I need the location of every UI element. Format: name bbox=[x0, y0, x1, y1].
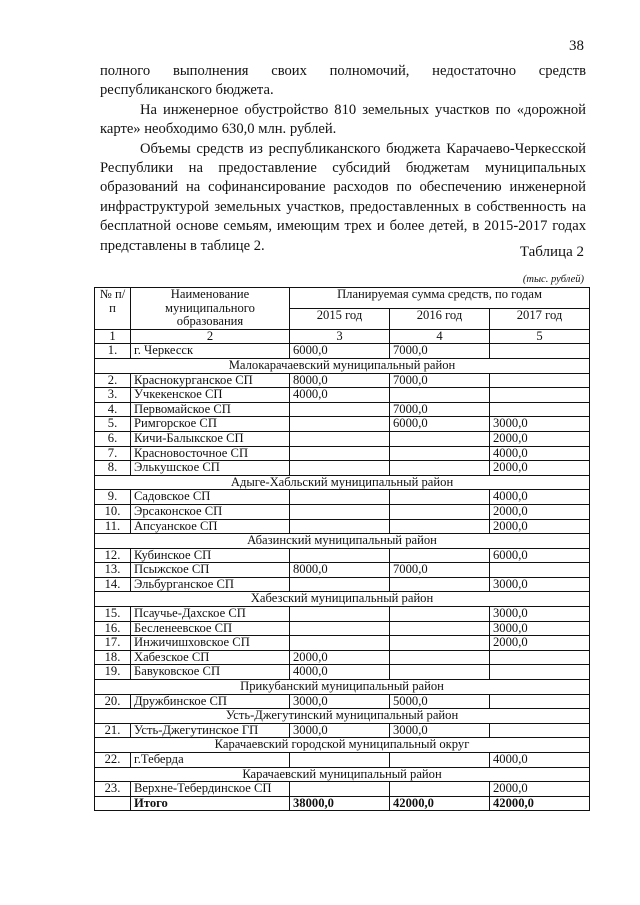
region-row bbox=[95, 475, 590, 490]
municipality-name: Эльбурганское СП bbox=[131, 577, 290, 592]
region-title: Карачаевский городской муниципальный округ bbox=[95, 738, 590, 753]
paragraph-1: полного выполнения своих полномочий, недостаточно средств республиканского бюджета. bbox=[100, 63, 586, 99]
value-2016: 42000,0 bbox=[390, 796, 490, 811]
value-2015: 8000,0 bbox=[290, 373, 390, 388]
table-row bbox=[95, 563, 590, 578]
row-number: 2. bbox=[95, 373, 131, 388]
value-2016: 7000,0 bbox=[390, 344, 490, 359]
municipality-name: Элькушское СП bbox=[131, 461, 290, 476]
value-2015 bbox=[290, 753, 390, 768]
total-row bbox=[95, 796, 590, 811]
row-number: 3. bbox=[95, 388, 131, 403]
header-name: Наименование муниципального образования bbox=[131, 288, 290, 330]
municipality-name: Дружбинское СП bbox=[131, 694, 290, 709]
row-number: 4. bbox=[95, 402, 131, 417]
value-2016 bbox=[390, 519, 490, 534]
header-2016: 2016 год bbox=[390, 308, 490, 329]
region-title: Малокарачаевский муниципальный район bbox=[95, 358, 590, 373]
region-row bbox=[95, 358, 590, 373]
value-2015 bbox=[290, 782, 390, 797]
table-row bbox=[95, 621, 590, 636]
value-2016 bbox=[390, 504, 490, 519]
paragraph-3: Объемы средств из республиканского бюджета Карачаево-Черкесской Республики на предоставление субсидий бюджетам муниципальных образований на софинансирование расходов по обеспечению инженерной инфраструктурой земельных участков, предоставленных в собственность на бесплатной основе семьям, имеющим трех и более детей, в 2015-2017 годах представлены в таблице 2. bbox=[100, 140, 586, 254]
value-2017: 6000,0 bbox=[490, 548, 590, 563]
table-row bbox=[95, 388, 590, 403]
table-row bbox=[95, 373, 590, 388]
value-2016: 6000,0 bbox=[390, 417, 490, 432]
table-caption: Таблица 2 bbox=[519, 244, 584, 260]
value-2016 bbox=[390, 461, 490, 476]
region-row bbox=[95, 767, 590, 782]
municipality-name: Эрсаконское СП bbox=[131, 504, 290, 519]
value-2017 bbox=[490, 388, 590, 403]
value-2015 bbox=[290, 548, 390, 563]
value-2017: 3000,0 bbox=[490, 417, 590, 432]
region-row bbox=[95, 738, 590, 753]
value-2017 bbox=[490, 402, 590, 417]
region-title: Адыге-Хабльский муниципальный район bbox=[95, 475, 590, 490]
value-2016 bbox=[390, 388, 490, 403]
header-planned: Планируемая сумма средств, по годам bbox=[290, 288, 590, 309]
table-row bbox=[95, 504, 590, 519]
header-2015: 2015 год bbox=[290, 308, 390, 329]
row-number: 12. bbox=[95, 548, 131, 563]
value-2015: 8000,0 bbox=[290, 563, 390, 578]
value-2017 bbox=[490, 665, 590, 680]
row-number: 9. bbox=[95, 490, 131, 505]
municipality-name: Псаучье-Дахское СП bbox=[131, 607, 290, 622]
value-2015 bbox=[290, 577, 390, 592]
value-2016 bbox=[390, 577, 490, 592]
value-2015 bbox=[290, 431, 390, 446]
table-row bbox=[95, 431, 590, 446]
value-2015: 3000,0 bbox=[290, 723, 390, 738]
value-2017: 4000,0 bbox=[490, 490, 590, 505]
municipality-name: г. Черкесск bbox=[131, 344, 290, 359]
municipality-name: г.Теберда bbox=[131, 753, 290, 768]
row-number: 17. bbox=[95, 636, 131, 651]
value-2016 bbox=[390, 636, 490, 651]
value-2015 bbox=[290, 417, 390, 432]
value-2017 bbox=[490, 373, 590, 388]
row-number: 18. bbox=[95, 650, 131, 665]
value-2015 bbox=[290, 621, 390, 636]
row-number bbox=[95, 796, 131, 811]
value-2016: 3000,0 bbox=[390, 723, 490, 738]
value-2017 bbox=[490, 650, 590, 665]
value-2015: 4000,0 bbox=[290, 665, 390, 680]
row-number: 13. bbox=[95, 563, 131, 578]
column-index-row bbox=[95, 329, 590, 344]
table-row bbox=[95, 694, 590, 709]
column-index: 5 bbox=[490, 329, 590, 344]
value-2015 bbox=[290, 636, 390, 651]
table-row bbox=[95, 402, 590, 417]
table-row bbox=[95, 344, 590, 359]
budget-table bbox=[94, 287, 590, 811]
value-2015 bbox=[290, 519, 390, 534]
municipality-name: Бавуковское СП bbox=[131, 665, 290, 680]
region-row bbox=[95, 709, 590, 724]
row-number: 5. bbox=[95, 417, 131, 432]
value-2017: 2000,0 bbox=[490, 461, 590, 476]
value-2017 bbox=[490, 563, 590, 578]
value-2017 bbox=[490, 723, 590, 738]
table-row bbox=[95, 577, 590, 592]
value-2016 bbox=[390, 650, 490, 665]
value-2015 bbox=[290, 402, 390, 417]
region-title: Усть-Джегутинский муниципальный район bbox=[95, 709, 590, 724]
municipality-name: Верхне-Тебердинское СП bbox=[131, 782, 290, 797]
units-note: (тыс. рублей) bbox=[522, 274, 584, 285]
value-2016 bbox=[390, 548, 490, 563]
row-number: 1. bbox=[95, 344, 131, 359]
value-2016 bbox=[390, 446, 490, 461]
table-row bbox=[95, 723, 590, 738]
value-2015: 3000,0 bbox=[290, 694, 390, 709]
table-row bbox=[95, 461, 590, 476]
value-2016 bbox=[390, 621, 490, 636]
table-row bbox=[95, 782, 590, 797]
municipality-name: Инжичишховское СП bbox=[131, 636, 290, 651]
value-2015: 38000,0 bbox=[290, 796, 390, 811]
row-number: 22. bbox=[95, 753, 131, 768]
municipality-name: Первомайское СП bbox=[131, 402, 290, 417]
municipality-name: Римгорское СП bbox=[131, 417, 290, 432]
region-title: Карачаевский муниципальный район bbox=[95, 767, 590, 782]
value-2017: 2000,0 bbox=[490, 504, 590, 519]
table-row bbox=[95, 753, 590, 768]
table-row bbox=[95, 636, 590, 651]
row-number: 14. bbox=[95, 577, 131, 592]
value-2015 bbox=[290, 607, 390, 622]
row-number: 23. bbox=[95, 782, 131, 797]
value-2016: 7000,0 bbox=[390, 402, 490, 417]
row-number: 19. bbox=[95, 665, 131, 680]
municipality-name: Усть-Джегутинское ГП bbox=[131, 723, 290, 738]
municipality-name: Красновосточное СП bbox=[131, 446, 290, 461]
row-number: 15. bbox=[95, 607, 131, 622]
region-row bbox=[95, 592, 590, 607]
value-2017: 2000,0 bbox=[490, 636, 590, 651]
column-index: 3 bbox=[290, 329, 390, 344]
value-2016 bbox=[390, 753, 490, 768]
municipality-name: Краснокурганское СП bbox=[131, 373, 290, 388]
value-2016 bbox=[390, 782, 490, 797]
value-2017 bbox=[490, 344, 590, 359]
table-row bbox=[95, 490, 590, 505]
municipality-name: Бесленеевское СП bbox=[131, 621, 290, 636]
column-index: 2 bbox=[131, 329, 290, 344]
value-2017: 3000,0 bbox=[490, 607, 590, 622]
value-2017: 3000,0 bbox=[490, 577, 590, 592]
municipality-name: Хабезское СП bbox=[131, 650, 290, 665]
value-2016: 7000,0 bbox=[390, 373, 490, 388]
municipality-name: Итого bbox=[131, 796, 290, 811]
table-row bbox=[95, 665, 590, 680]
value-2017: 4000,0 bbox=[490, 753, 590, 768]
value-2017: 2000,0 bbox=[490, 431, 590, 446]
table-row bbox=[95, 519, 590, 534]
value-2015: 2000,0 bbox=[290, 650, 390, 665]
header-2017: 2017 год bbox=[490, 308, 590, 329]
value-2015: 6000,0 bbox=[290, 344, 390, 359]
column-index: 4 bbox=[390, 329, 490, 344]
body-text bbox=[100, 62, 586, 256]
municipality-name: Псыжское СП bbox=[131, 563, 290, 578]
region-title: Хабезский муниципальный район bbox=[95, 592, 590, 607]
municipality-name: Кубинское СП bbox=[131, 548, 290, 563]
region-title: Абазинский муниципальный район bbox=[95, 534, 590, 549]
value-2017: 42000,0 bbox=[490, 796, 590, 811]
value-2015 bbox=[290, 504, 390, 519]
row-number: 7. bbox=[95, 446, 131, 461]
value-2017: 2000,0 bbox=[490, 782, 590, 797]
table-row bbox=[95, 650, 590, 665]
row-number: 11. bbox=[95, 519, 131, 534]
value-2015: 4000,0 bbox=[290, 388, 390, 403]
municipality-name: Апсуанское СП bbox=[131, 519, 290, 534]
row-number: 10. bbox=[95, 504, 131, 519]
value-2017: 3000,0 bbox=[490, 621, 590, 636]
row-number: 16. bbox=[95, 621, 131, 636]
municipality-name: Садовское СП bbox=[131, 490, 290, 505]
header-num: № п/п bbox=[95, 288, 131, 330]
value-2016: 7000,0 bbox=[390, 563, 490, 578]
table-row bbox=[95, 446, 590, 461]
municipality-name: Кичи-Балыкское СП bbox=[131, 431, 290, 446]
value-2015 bbox=[290, 490, 390, 505]
row-number: 8. bbox=[95, 461, 131, 476]
table-row bbox=[95, 417, 590, 432]
region-row bbox=[95, 534, 590, 549]
value-2016: 5000,0 bbox=[390, 694, 490, 709]
value-2017: 2000,0 bbox=[490, 519, 590, 534]
paragraph-2: На инженерное обустройство 810 земельных участков по «дорожной карте» необходимо 630,0 млн. рублей. bbox=[100, 101, 586, 138]
value-2016 bbox=[390, 665, 490, 680]
value-2015 bbox=[290, 446, 390, 461]
value-2016 bbox=[390, 431, 490, 446]
municipality-name: Учкекенское СП bbox=[131, 388, 290, 403]
value-2016 bbox=[390, 490, 490, 505]
table-body bbox=[95, 344, 590, 811]
value-2015 bbox=[290, 461, 390, 476]
table-row bbox=[95, 607, 590, 622]
value-2017: 4000,0 bbox=[490, 446, 590, 461]
value-2017 bbox=[490, 694, 590, 709]
table-row bbox=[95, 548, 590, 563]
region-title: Прикубанский муниципальный район bbox=[95, 680, 590, 695]
row-number: 21. bbox=[95, 723, 131, 738]
row-number: 6. bbox=[95, 431, 131, 446]
column-index: 1 bbox=[95, 329, 131, 344]
page-number: 38 bbox=[569, 38, 584, 54]
row-number: 20. bbox=[95, 694, 131, 709]
value-2016 bbox=[390, 607, 490, 622]
region-row bbox=[95, 680, 590, 695]
